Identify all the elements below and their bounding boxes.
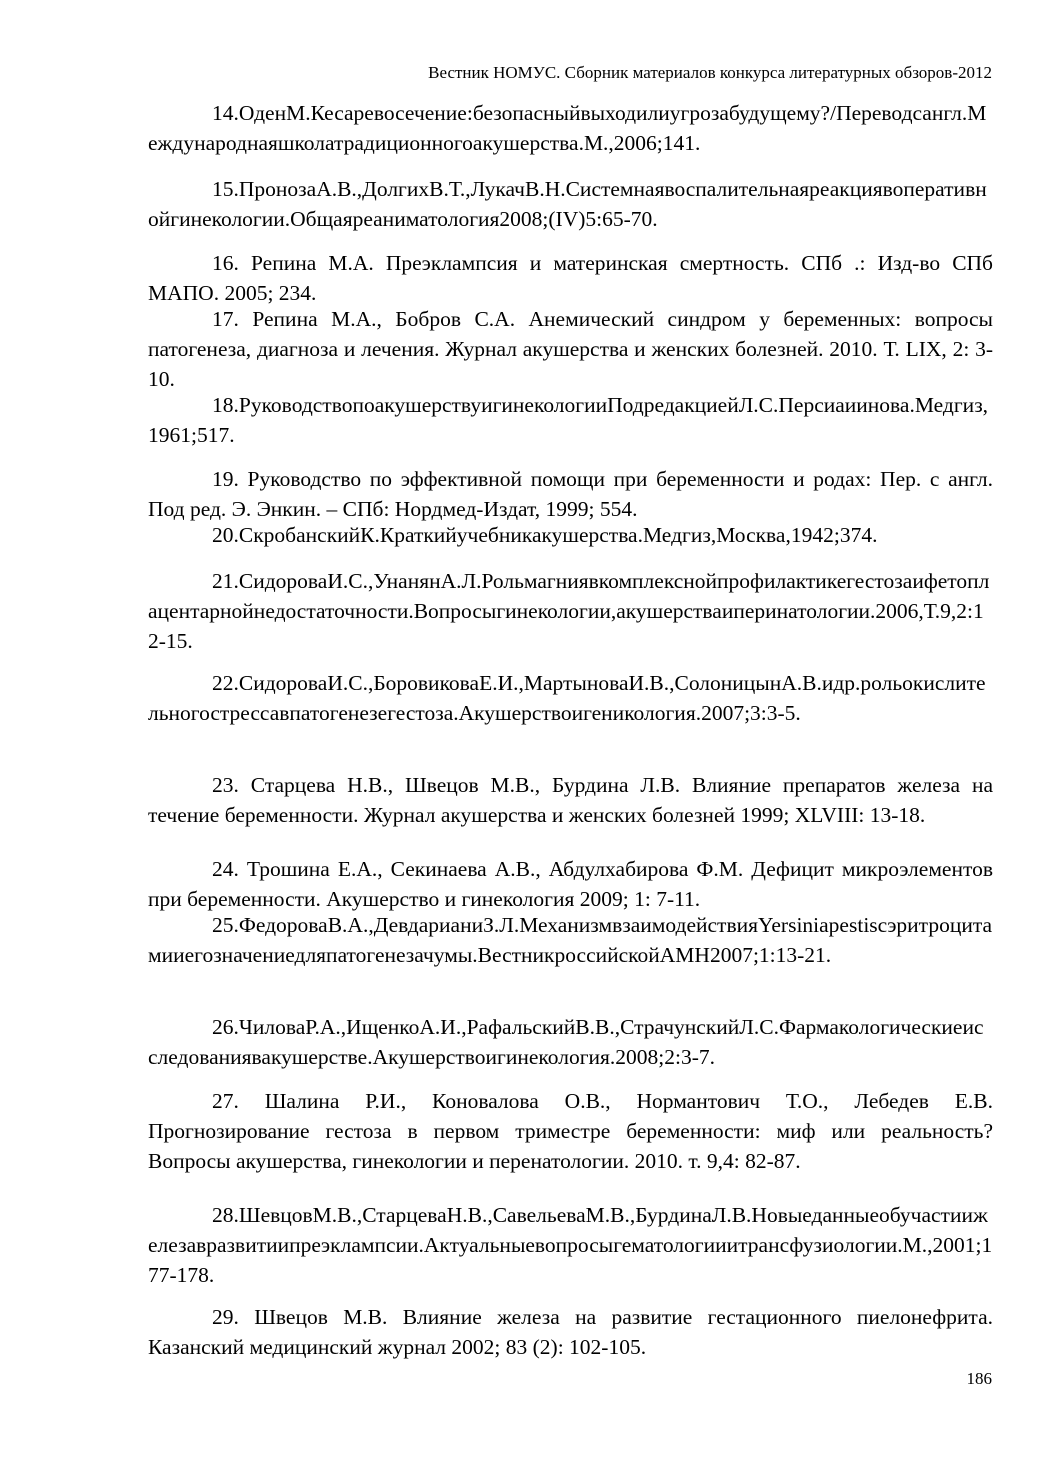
reference-16: 16. Репина М.А. Преэклампсия и материнская смертность. СПб .: Изд-во СПб МАПО. 2005; 234. [148,251,993,305]
reference-22: 22.СидороваИ.С.,БоровиковаЕ.И.,МартыноваИ.В.,СолоницынА.В.идр.рольокислительногострессавпатогенезегестоза.Акушерствоигеникология.2007;3:3-5. [148,671,986,725]
page-number: 186 [966,1369,992,1388]
reference-15: 15.ПронозаА.В.,ДолгихВ.Т.,ЛукачВ.Н.Системнаявоспалительнаяреакциявоперативнойгинекологии.Общаяреаниматология2008;(IV)5:65-70. [148,177,987,231]
reference-19: 19. Руководство по эффективной помощи при беременности и родах: Пер. с англ. Под ред. Э. Энкин. – СПб: Нордмед-Издат, 1999; 554. [148,467,993,521]
reference-26: 26.ЧиловаР.А.,ИщенкоА.И.,РафальскийВ.В.,СтрачунскийЛ.С.Фармакологическиеисследованиявакушерстве.Акушерствоигинекология.2008;2:3-7. [148,1015,984,1069]
reference-27: 27. Шалина Р.И., Коновалова О.В., Нормантович Т.О., Лебедев Е.В. Прогнозирование гестоза в первом триместре беременности: миф или реальность? Вопросы акушерства, гинекологии и перенатологии. 2010. т. 9,4: 82-87. [148,1089,993,1173]
reference-25: 25.ФедороваВ.А.,ДевдарианиЗ.Л.МеханизмвзаимодействияYersiniapestiscэритроцитамииегозначениедляпатогенезачумы.ВестникроссийскойАМН2007;1:13-21. [148,913,993,967]
reference-28: 28.ШевцовМ.В.,СтарцеваН.В.,СавельеваМ.В.,БурдинаЛ.В.Новыеданныеобучастиижелезавразвитиипреэклампсии.Актуальныевопросыгематологииитрансфузиологии.М.,2001;177-178. [148,1203,993,1287]
reference-14: 14.ОденМ.Кесаревосечение:безопасныйвыходилиугрозабудущему?/Переводсангл.Международнаяшколатрадиционногоакушерства.М.,2006;141. [148,101,987,155]
reference-24: 24. Трошина Е.А., Секинаева А.В., Абдулхабирова Ф.М. Дефицит микроэлементов при беременности. Акушерство и гинекология 2009; 1: 7-11. [148,857,993,911]
reference-23: 23. Старцева Н.В., Швецов М.В., Бурдина Л.В. Влияние препаратов железа на течение беременности. Журнал акушерства и женских болезней 1999; XLVIII: 13-18. [148,773,993,827]
reference-17: 17. Репина М.А., Бобров С.А. Анемический синдром у беременных: вопросы патогенеза, диагноза и лечения. Журнал акушерства и женских болезней. 2010. Т. LIX, 2: 3-10. [148,307,993,391]
reference-20: 20.СкробанскийК.Краткийучебникакушерства.Медгиз,Москва,1942;374. [212,523,878,547]
reference-21: 21.СидороваИ.С.,УнанянА.Л.Рольмагниявкомплекснойпрофилактикегестозаифетоплацентарнойнедостаточности.Вопросыгинекологии,акушерстваиперинатологии.2006,Т.9,2:12-15. [148,569,990,653]
reference-29: 29. Швецов М.В. Влияние железа на развитие гестационного пиелонефрита. Казанский медицинский журнал 2002; 83 (2): 102-105. [148,1305,993,1359]
reference-18: 18.РуководствопоакушерствуигинекологииПодредакциейЛ.С.Персиаиинова.Медгиз,1961;517. [148,393,989,447]
running-header: Вестник НОМУС. Сборник материалов конкурса литературных обзоров-2012 [428,63,992,82]
